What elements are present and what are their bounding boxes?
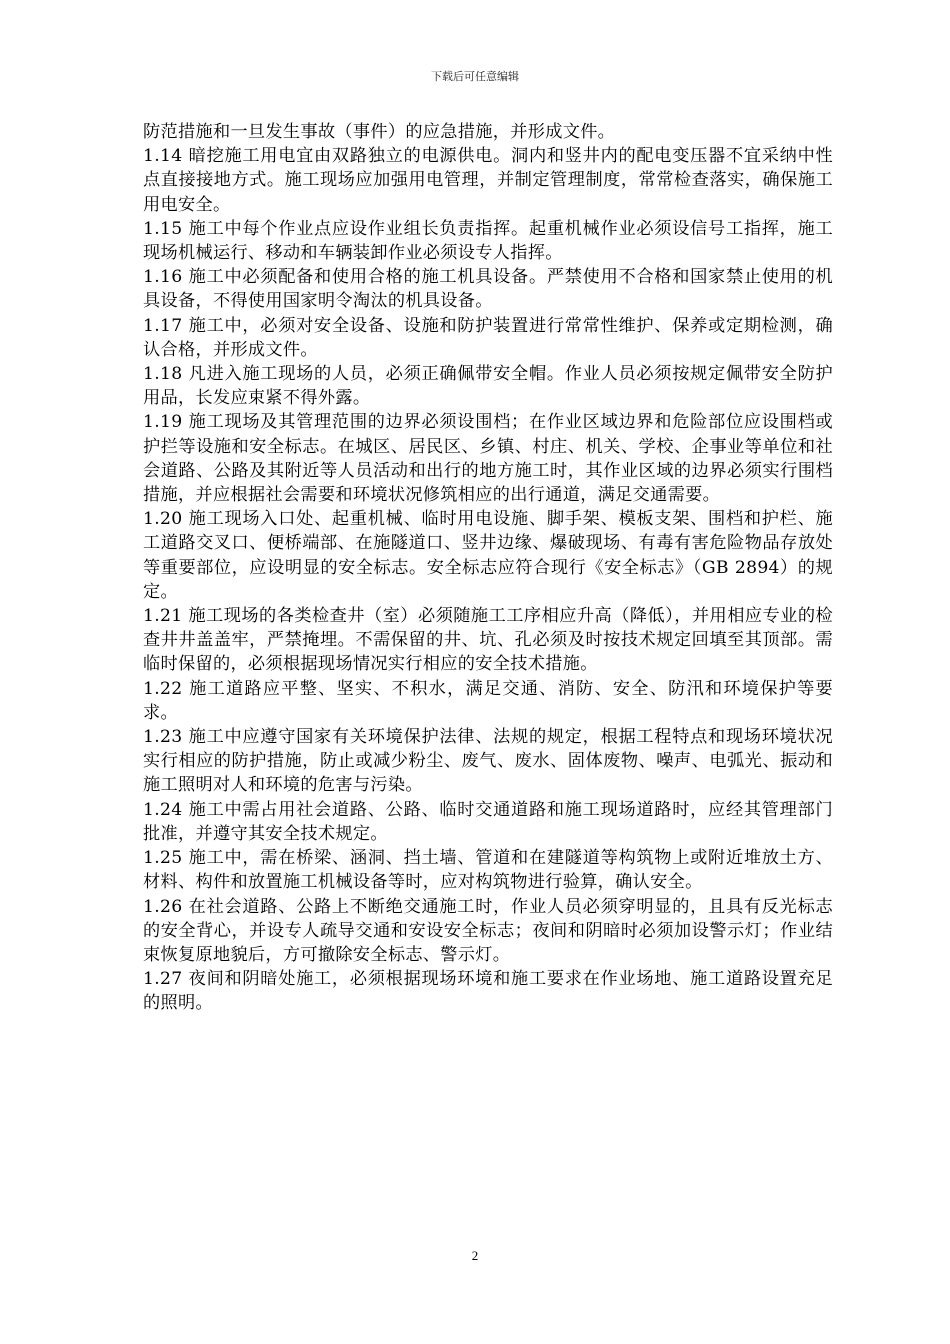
- paragraph-1-26: 1.26 在社会道路、公路上不断绝交通施工时，作业人员必须穿明显的，且具有反光标志的安全背心，并设专人疏导交通和安设安全标志；夜间和阴暗时必须加设警示灯；作业结束恢复原地貌后，方可撤除安全标志、警示灯。: [143, 896, 833, 965]
- paragraph-1-20: 1.20 施工现场入口处、起重机械、临时用电设施、脚手架、模板支架、围档和护栏、施工道路交叉口、便桥端部、在施隧道口、竖井边缘、爆破现场、有毒有害危险物品存放处等重要部位，应设明显的安全标志。安全标志应符合现行《安全标志》（GB 2894）的规定。: [143, 509, 833, 602]
- paragraph-1-25: 1.25 施工中，需在桥梁、涵洞、挡土墙、管道和在建隧道等构筑物上或附近堆放土方、材料、构件和放置施工机械设备等时，应对构筑物进行验算，确认安全。: [143, 848, 833, 893]
- paragraph-1-14: 1.14 暗挖施工用电宜由双路独立的电源供电。洞内和竖井内的配电变压器不宜采纳中性点直接接地方式。施工现场应加强用电管理，并制定管理制度，常常检查落实，确保施工用电安全。: [143, 146, 833, 215]
- paragraph-1-15: 1.15 施工中每个作业点应设作业组长负责指挥。起重机械作业必须设信号工指挥，施工现场机械运行、移动和车辆装卸作业必须设专人指挥。: [143, 218, 833, 264]
- page-number: 2: [471, 1248, 479, 1263]
- paragraph-1-17: 1.17 施工中，必须对安全设备、设施和防护装置进行常常性维护、保养或定期检测，确认合格，并形成文件。: [143, 315, 833, 360]
- paragraph-1-19: 1.19 施工现场及其管理范围的边界必须设围档；在作业区域边界和危险部位应设围档或护拦等设施和安全标志。在城区、居民区、乡镇、村庄、机关、学校、企事业等单位和社会道路、公路及其附近等人员活动和出行的地方施工时，其作业区域的边界必须实行围档措施，并应根据社会需要和环境状况修筑相应的出行通道，满足交通需要。: [143, 412, 833, 506]
- paragraph-1-27: 1.27 夜间和阴暗处施工，必须根据现场环境和施工要求在作业场地、施工道路设置充足的照明。: [143, 969, 833, 1014]
- paragraph-1-16: 1.16 施工中必须配备和使用合格的施工机具设备。严禁使用不合格和国家禁止使用的机具设备，不得使用国家明令淘汰的机具设备。: [143, 267, 833, 312]
- paragraph-1-18: 1.18 凡进入施工现场的人员，必须正确佩带安全帽。作业人员必须按规定佩带安全防护用品，长发应束紧不得外露。: [143, 364, 833, 409]
- document-body: [143, 120, 833, 1016]
- paragraph-1-22: 1.22 施工道路应平整、坚实、不积水，满足交通、消防、安全、防汛和环境保护等要求。: [143, 678, 833, 723]
- paragraph-1-23: 1.23 施工中应遵守国家有关环境保护法律、法规的规定，根据工程特点和现场环境状况实行相应的防护措施，防止或减少粉尘、废气、废水、固体废物、噪声、电弧光、振动和施工照明对人和环境的危害与污染。: [143, 727, 833, 796]
- page-header: 下载后可任意编辑: [431, 70, 519, 83]
- paragraph-1-21: 1.21 施工现场的各类检查井（室）必须随施工工序相应升高（降低），并用相应专业的检查井井盖盖牢，严禁掩埋。不需保留的井、坑、孔必须及时按技术规定回填至其顶部。需临时保留的，必须根据现场情况实行相应的安全技术措施。: [143, 606, 833, 675]
- paragraph-1-24: 1.24 施工中需占用社会道路、公路、临时交通道路和施工现场道路时，应经其管理部门批准，并遵守其安全技术规定。: [143, 799, 833, 844]
- paragraph-continuation: 防范措施和一旦发生事故（事件）的应急措施，并形成文件。: [143, 122, 616, 142]
